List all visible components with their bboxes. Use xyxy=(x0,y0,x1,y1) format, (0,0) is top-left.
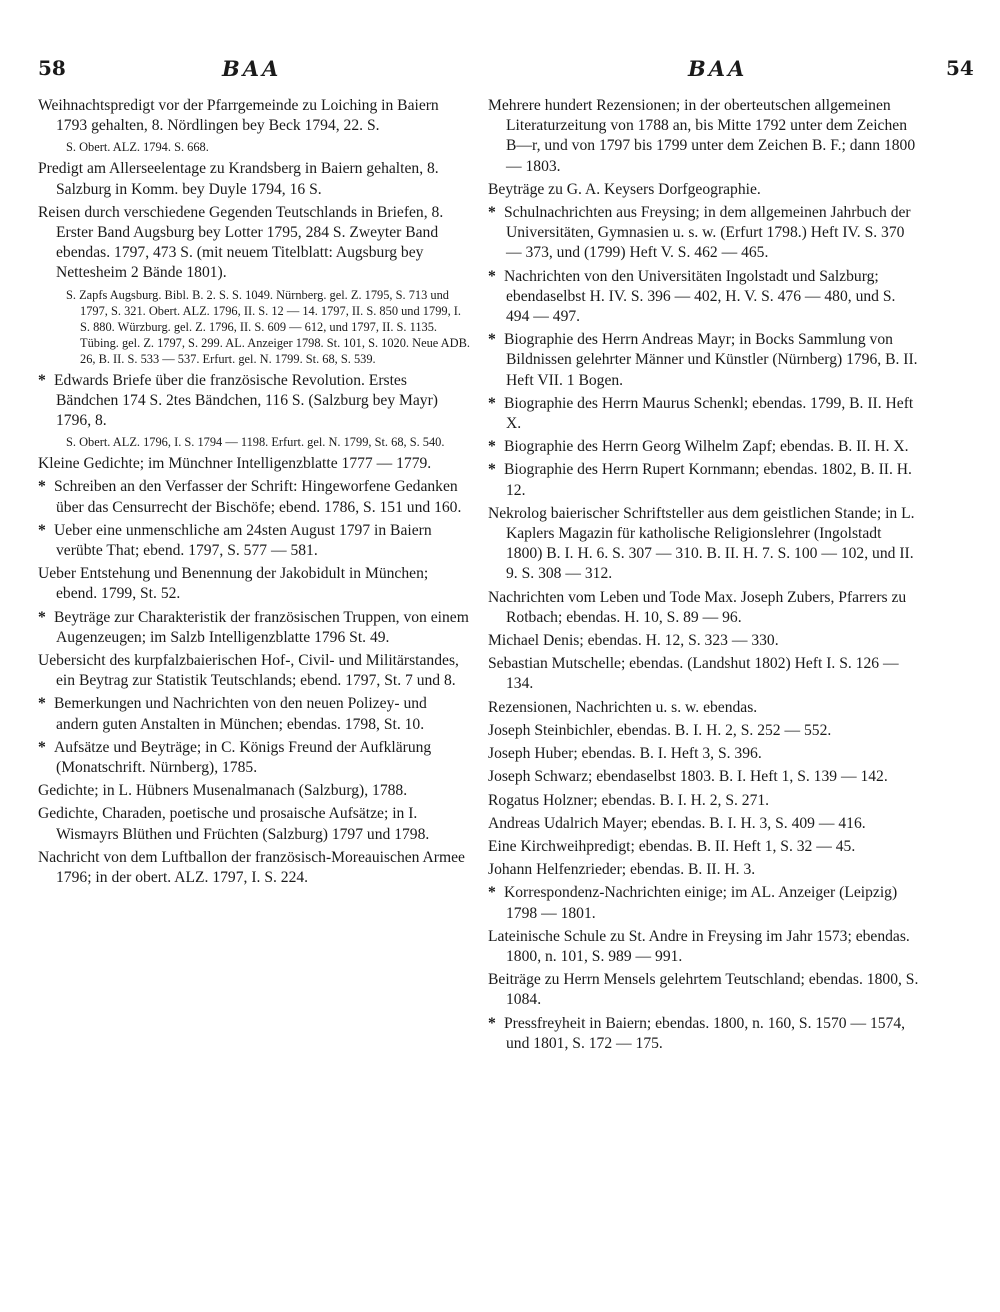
entry-text: Sebastian Mutschelle; ebendas. (Landshut 1802) Heft I. S. 126 — 134. xyxy=(488,655,899,693)
asterisk-marker: * xyxy=(488,884,496,902)
bibliography-entry xyxy=(488,394,920,434)
bibliography-entry xyxy=(38,203,470,284)
entry-text: Beyträge zur Charakteristik der französischen Truppen, von einem Augenzeugen; im Salzb Intelligenzblatte 1796 St. 49. xyxy=(54,608,469,646)
entry-text: Andreas Udalrich Mayer; ebendas. B. I. H. 3, S. 409 — 416. xyxy=(488,814,866,832)
entry-text: Korrespondenz-Nachrichten einige; im AL. Anzeiger (Leipzig) 1798 — 1801. xyxy=(504,884,898,922)
citation-note xyxy=(38,139,470,155)
bibliography-entry xyxy=(38,454,470,474)
bibliography-entry xyxy=(488,837,920,857)
bibliography-entry xyxy=(38,781,470,801)
bibliography-entry xyxy=(38,804,470,844)
entry-text: Weihnachtspredigt vor der Pfarrgemeinde zu Loiching in Baiern 1793 gehalten, 8. Nördlingen bey Beck 1794, 22. S. xyxy=(38,97,439,135)
entry-text: Ueber Entstehung und Benennung der Jakobidult in München; ebend. 1799, St. 52. xyxy=(38,565,429,603)
bibliography-entry xyxy=(488,970,920,1010)
entry-text: Gedichte, Charaden, poetische und prosaische Aufsätze; in I. Wismayrs Blüthen und Früchten (Salzburg) 1797 und 1798. xyxy=(38,805,430,843)
entry-text: Rogatus Holzner; ebendas. B. I. H. 2, S. 271. xyxy=(488,791,770,809)
bibliography-entry xyxy=(488,180,920,200)
bibliography-entry xyxy=(488,698,920,718)
page-number-right: 54 xyxy=(946,56,974,80)
page-number-left: 58 xyxy=(38,56,66,80)
bibliography-entry xyxy=(38,564,470,604)
asterisk-marker: * xyxy=(488,461,496,479)
asterisk-marker: * xyxy=(38,521,46,539)
asterisk-marker: * xyxy=(488,331,496,349)
entry-text: Bemerkungen und Nachrichten von den neuen Polizey- und andern guten Anstalten in München; ebendas. 1798, St. 10. xyxy=(54,695,427,733)
bibliography-entry xyxy=(488,330,920,391)
bibliography-entry xyxy=(38,477,470,517)
entry-text: Mehrere hundert Rezensionen; in der oberteutschen allgemeinen Literaturzeitung von 1788 an, bis Mitte 1792 unter dem Zeichen B—r, und von 1797 bis 1799 unter dem Zeichen B. F.; dann 1800 — 1803. xyxy=(488,97,916,175)
entry-text: Michael Denis; ebendas. H. 12, S. 323 — 330. xyxy=(488,632,779,650)
entry-text: Joseph Huber; ebendas. B. I. Heft 3, S. 396. xyxy=(488,745,762,763)
entry-text: S. Obert. ALZ. 1796, I. S. 1794 — 1198. Erfurt. gel. N. 1799, St. 68, S. 540. xyxy=(66,435,445,450)
entry-text: Gedichte; in L. Hübners Musenalmanach (Salzburg), 1788. xyxy=(38,782,408,800)
entry-text: S. Zapfs Augsburg. Bibl. B. 2. S. S. 1049. Nürnberg. gel. Z. 1795, S. 713 und 1797, S. 321. Obert. ALZ. 1796, II. S. 12 — 14. 1797, II. S. 850 und 1799, I. S. 880. Würzburg. gel. Z. 1796, II. S. 609 — 612, und 1797, II. S. 1135. Tübing. gel. Z. 1797, S. 299. AL. Anzeiger 1798. St. 101, S. 1020. Neue ADB. 26, B. II. S. 533 — 537. Erfurt. gel. N. 1799. St. 68, S. 539. xyxy=(66,287,470,366)
asterisk-marker: * xyxy=(38,608,46,626)
bibliography-entry xyxy=(488,721,920,741)
entry-text: Pressfreyheit in Baiern; ebendas. 1800, n. 160, S. 1570 — 1574, und 1801, S. 172 — 175. xyxy=(504,1014,906,1052)
running-header-left: BAA xyxy=(222,56,282,81)
entry-text: Lateinische Schule zu St. Andre in Freysing im Jahr 1573; ebendas. 1800, n. 101, S. 989 — 991. xyxy=(488,927,910,965)
bibliography-entry xyxy=(488,767,920,787)
bibliography-entry xyxy=(488,1014,920,1054)
bibliography-entry xyxy=(488,267,920,328)
entry-text: S. Obert. ALZ. 1794. S. 668. xyxy=(66,140,209,155)
bibliography-entry xyxy=(38,651,470,691)
entry-text: Aufsätze und Beyträge; in C. Königs Freund der Aufklärung (Monatschrift. Nürnberg), 1785. xyxy=(54,738,432,777)
entry-text: Uebersicht des kurpfalzbaierischen Hof-, Civil- und Militärstandes, ein Beytrag zur Statistik Teutschlands; ebend. 1797, St. 7 und 8. xyxy=(38,652,459,690)
entry-text: Schreiben an den Verfasser der Schrift: Hingeworfene Gedanken über das Censurrecht der Bischöfe; ebend. 1786, S. 151 und 160. xyxy=(54,478,462,516)
entry-text: Biographie des Herrn Georg Wilhelm Zapf; ebendas. B. II. H. X. xyxy=(504,438,909,456)
asterisk-marker: * xyxy=(488,267,496,285)
bibliography-entry xyxy=(488,927,920,967)
asterisk-marker: * xyxy=(38,738,46,756)
entry-text: Schulnachrichten aus Freysing; in dem allgemeinen Jahrbuch der Universitäten, Gymnasien u. s. w. (Erfurt 1798.) Heft IV. S. 370 — 373, und (1799) Heft V. S. 462 — 465. xyxy=(504,204,911,262)
asterisk-marker: * xyxy=(488,1014,496,1032)
entry-text: Nekrolog baierischer Schriftsteller aus dem geistlichen Stande; in L. Kaplers Magazin für katholische Religionslehrer (Ingolstadt 1800) B. I. H. 6. S. 307 — 310. B. II. H. 7. S. 100 — 102, und II. 9. S. 308 — 312. xyxy=(488,504,915,583)
asterisk-marker: * xyxy=(488,204,496,222)
asterisk-marker: * xyxy=(488,438,496,456)
bibliography-entry xyxy=(488,588,920,628)
entry-text: Biographie des Herrn Rupert Kornmann; ebendas. 1802, B. II. H. 12. xyxy=(504,461,912,499)
bibliography-entry xyxy=(488,460,920,500)
bibliography-entry xyxy=(38,848,470,888)
entry-text: Biographie des Herrn Maurus Schenkl; ebendas. 1799, B. II. Heft X. xyxy=(504,394,914,433)
citation-note xyxy=(38,434,470,450)
bibliography-entry xyxy=(38,608,470,648)
entry-text: Reisen durch verschiedene Gegenden Teutschlands in Briefen, 8. Erster Band Augsburg bey Lotter 1795, 284 S. Zweyter Band ebendas. 1797, 473 S. (mit neuem Titelblatt: Augsburg bey Nettesheim 2 Bände 1801). xyxy=(38,203,444,282)
bibliography-entry xyxy=(488,883,920,923)
entry-text: Predigt am Allerseelentage zu Krandsberg in Baiern gehalten, 8. Salzburg in Komm. bey Duyle 1794, 16 S. xyxy=(38,160,439,198)
bibliography-entry xyxy=(38,738,470,778)
bibliography-entry xyxy=(488,860,920,880)
running-header-right: BAA xyxy=(688,56,748,81)
entry-text: Rezensionen, Nachrichten u. s. w. ebendas. xyxy=(488,698,758,716)
citation-note xyxy=(38,287,470,367)
entry-text: Nachricht von dem Luftballon der französisch-Moreauischen Armee 1796; in der obert. ALZ. 1797, I. S. 224. xyxy=(38,848,465,887)
asterisk-marker: * xyxy=(488,394,496,412)
bibliography-entry xyxy=(488,791,920,811)
entry-text: Eine Kirchweihpredigt; ebendas. B. II. Heft 1, S. 32 — 45. xyxy=(488,837,856,855)
bibliography-entry xyxy=(488,96,920,177)
asterisk-marker: * xyxy=(38,371,46,389)
right-column xyxy=(488,96,920,1057)
entry-text: Johann Helfenzrieder; ebendas. B. II. H. 3. xyxy=(488,861,756,879)
entry-text: Ueber eine unmenschliche am 24sten August 1797 in Baiern verübte That; ebend. 1797, S. 577 — 581. xyxy=(54,521,432,560)
bibliography-entry xyxy=(488,744,920,764)
entry-text: Nachrichten vom Leben und Tode Max. Joseph Zubers, Pfarrers zu Rotbach; ebendas. H. 10, S. 89 — 96. xyxy=(488,588,907,626)
entry-text: Nachrichten von den Universitäten Ingolstadt und Salzburg; ebendaselbst H. IV. S. 396 — 402, H. V. S. 476 — 480, und S. 494 — 497. xyxy=(504,267,896,326)
bibliography-entry xyxy=(488,631,920,651)
entry-text: Biographie des Herrn Andreas Mayr; in Bocks Sammlung von Bildnissen gelehrter Männer und Künstler (Nürnberg) 1796, B. II. Heft VII. 1 Bogen. xyxy=(504,331,918,389)
entry-text: Edwards Briefe über die französische Revolution. Erstes Bändchen 174 S. 2tes Bändchen, 116 S. (Salzburg bey Mayr) 1796, 8. xyxy=(54,371,438,430)
entry-text: Beiträge zu Herrn Mensels gelehrtem Teutschland; ebendas. 1800, S. 1084. xyxy=(488,971,919,1009)
entry-text: Joseph Schwarz; ebendaselbst 1803. B. I. Heft 1, S. 139 — 142. xyxy=(488,768,888,786)
bibliography-entry xyxy=(488,504,920,585)
bibliography-entry xyxy=(38,159,470,199)
asterisk-marker: * xyxy=(38,695,46,713)
bibliography-entry xyxy=(488,203,920,264)
bibliography-entry xyxy=(38,694,470,734)
left-column xyxy=(38,96,470,891)
entry-text: Kleine Gedichte; im Münchner Intelligenzblatte 1777 — 1779. xyxy=(38,455,432,473)
bibliography-entry xyxy=(38,96,470,136)
bibliography-entry xyxy=(488,654,920,694)
bibliography-entry xyxy=(488,814,920,834)
bibliography-entry xyxy=(38,521,470,561)
entry-text: Joseph Steinbichler, ebendas. B. I. H. 2, S. 252 — 552. xyxy=(488,721,832,739)
bibliography-entry xyxy=(488,437,920,457)
asterisk-marker: * xyxy=(38,478,46,496)
bibliography-entry xyxy=(38,371,470,432)
entry-text: Beyträge zu G. A. Keysers Dorfgeographie. xyxy=(488,180,761,198)
